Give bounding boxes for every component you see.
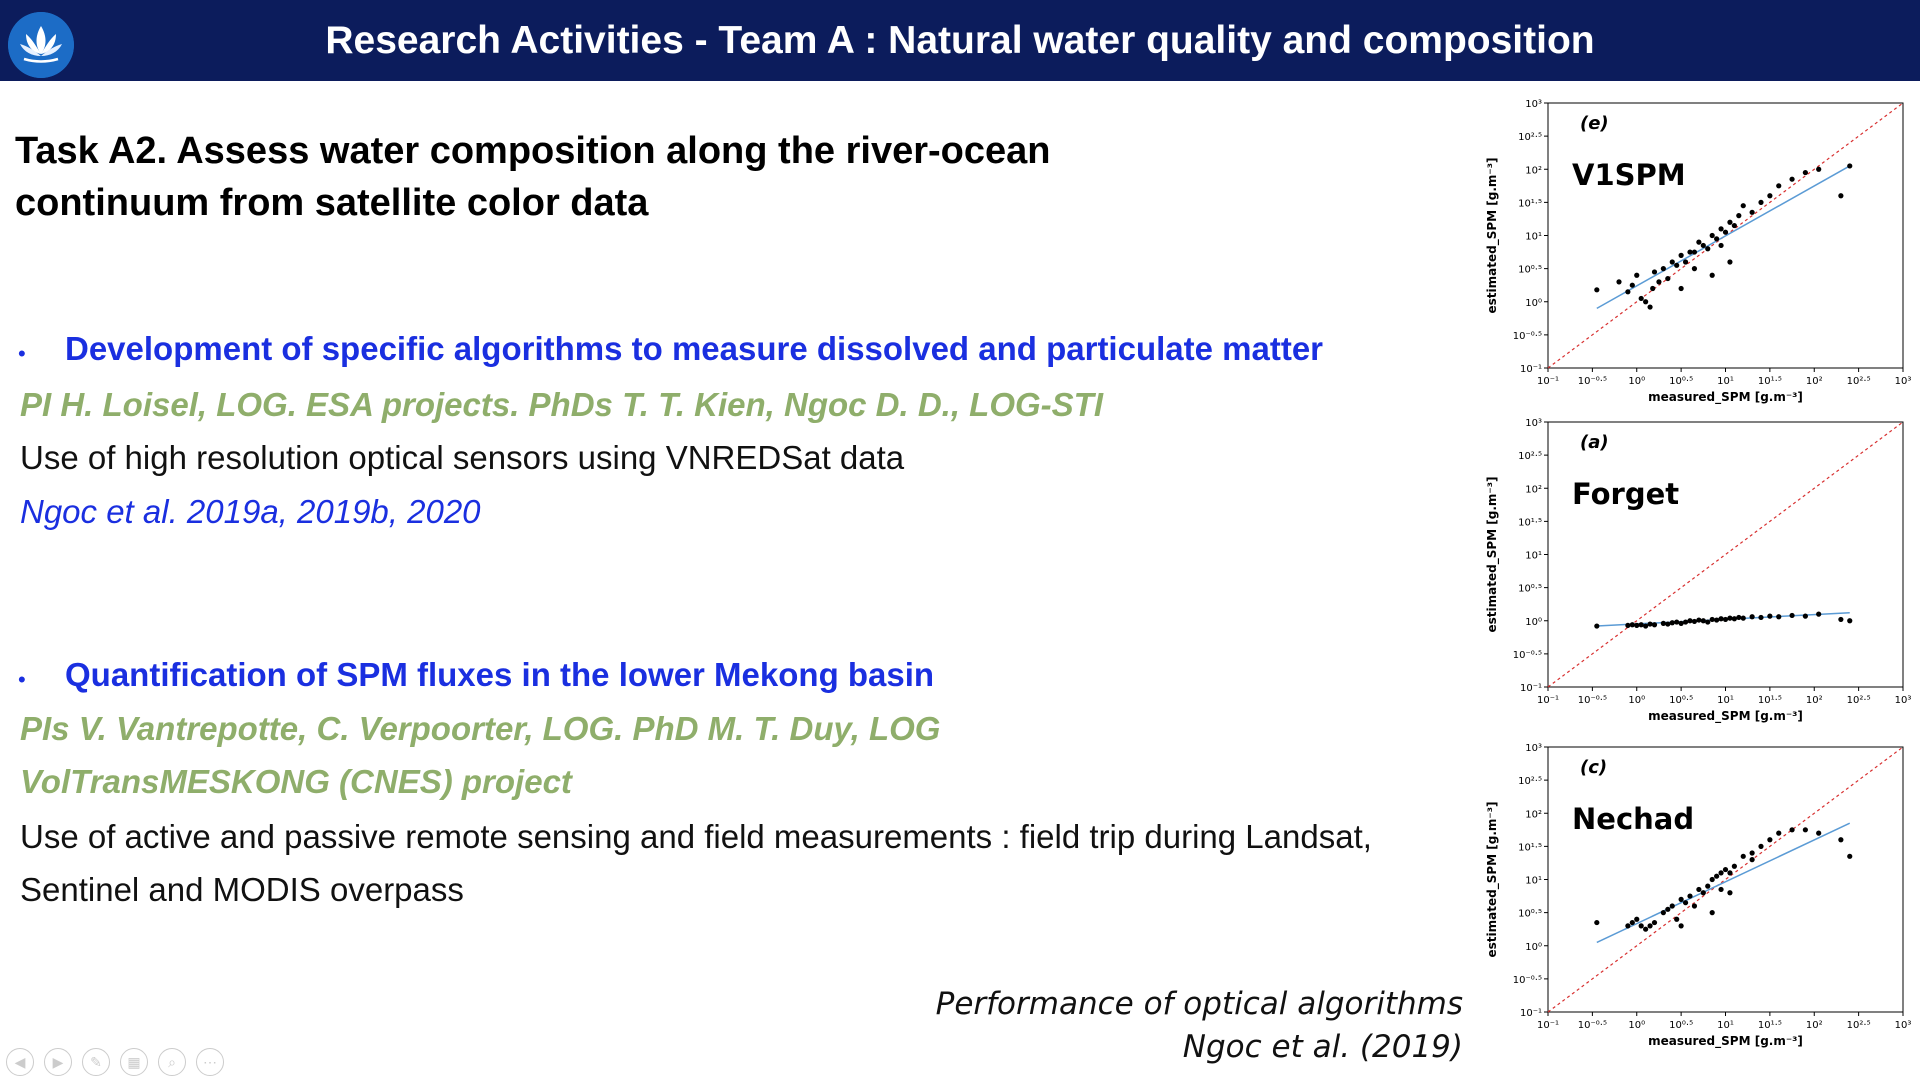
data-point [1750, 614, 1755, 619]
x-axis-label: measured_SPM [g.m⁻³] [1648, 390, 1803, 404]
data-point [1643, 927, 1648, 932]
data-point [1714, 874, 1719, 879]
x-tick-label: 10⁻¹ [1536, 1020, 1560, 1031]
x-tick-label: 10⁰ [1628, 376, 1646, 387]
y-tick-label: 10⁰ [1525, 941, 1542, 953]
data-point [1718, 616, 1723, 621]
y-tick-label: 10⁻¹ [1519, 683, 1542, 694]
x-tick-label: 10¹ [1717, 695, 1734, 706]
y-tick-label: 10⁻⁰·⁵ [1512, 974, 1542, 986]
data-point [1639, 923, 1644, 928]
next-icon[interactable]: ▶ [44, 1048, 72, 1076]
data-point [1639, 622, 1644, 627]
data-point [1674, 619, 1679, 624]
data-point [1736, 213, 1741, 218]
data-point [1741, 203, 1746, 208]
scatter-plot-nechad [1478, 737, 1920, 1057]
data-point [1630, 283, 1635, 288]
prev-icon[interactable]: ◀ [6, 1048, 34, 1076]
section2-heading: Quantification of SPM fluxes in the lower Mekong basin [65, 656, 935, 693]
y-tick-label: 10¹·⁵ [1518, 198, 1542, 210]
algorithm-label: V1SPM [1572, 158, 1686, 192]
y-tick-label: 10¹ [1525, 231, 1542, 243]
data-point [1750, 210, 1755, 215]
data-point [1701, 890, 1706, 895]
y-tick-label: 10⁻⁰·⁵ [1512, 330, 1542, 342]
x-tick-label: 10²·⁵ [1846, 1020, 1871, 1031]
data-point [1714, 236, 1719, 241]
data-point [1683, 259, 1688, 264]
x-axis-label: measured_SPM [g.m⁻³] [1648, 1034, 1803, 1048]
section1-text: Use of high resolution optical sensors using VNREDSat data [20, 439, 905, 476]
x-axis-label: measured_SPM [g.m⁻³] [1648, 709, 1803, 723]
data-point [1661, 266, 1666, 271]
data-point [1639, 296, 1644, 301]
data-point [1789, 613, 1794, 618]
data-point [1594, 920, 1599, 925]
data-point [1847, 163, 1852, 168]
x-tick-label: 10⁰·⁵ [1669, 1020, 1694, 1031]
section1-refs[interactable]: Ngoc et al. 2019a, 2019b, 2020 [20, 493, 481, 530]
data-point [1705, 884, 1710, 889]
scatter-plot-forget-svg [1478, 412, 1920, 732]
data-point [1723, 867, 1728, 872]
data-point [1701, 618, 1706, 623]
data-point [1696, 240, 1701, 245]
y-tick-label: 10⁰·⁵ [1518, 908, 1542, 920]
data-point [1679, 253, 1684, 258]
x-tick-label: 10⁻¹ [1536, 695, 1560, 706]
data-point [1652, 622, 1657, 627]
x-tick-label: 10⁻⁰·⁵ [1577, 695, 1607, 706]
y-tick-label: 10⁰ [1525, 297, 1542, 309]
x-tick-label: 10¹ [1717, 1020, 1734, 1031]
data-point [1723, 617, 1728, 622]
data-point [1723, 230, 1728, 235]
data-point [1803, 827, 1808, 832]
x-tick-label: 10²·⁵ [1846, 695, 1871, 706]
x-tick-label: 10¹·⁵ [1757, 695, 1782, 706]
data-point [1727, 616, 1732, 621]
data-point [1643, 623, 1648, 628]
data-point [1679, 897, 1684, 902]
data-point [1803, 170, 1808, 175]
data-point [1594, 623, 1599, 628]
data-point [1736, 615, 1741, 620]
data-point [1679, 923, 1684, 928]
data-point [1674, 263, 1679, 268]
caption-line1: Performance of optical algorithms [935, 986, 1463, 1022]
data-point [1741, 854, 1746, 859]
section2-text-line1: Use of active and passive remote sensing and field measurements : field trip during Landsat, [20, 818, 1372, 855]
zoom-icon[interactable]: ⌕ [158, 1048, 186, 1076]
data-point [1838, 193, 1843, 198]
data-point [1727, 220, 1732, 225]
data-point [1625, 289, 1630, 294]
data-point [1732, 864, 1737, 869]
y-tick-label: 10²·⁵ [1518, 451, 1542, 463]
section2-text-line2: Sentinel and MODIS overpass [20, 871, 464, 908]
data-point [1701, 243, 1706, 248]
data-point [1683, 619, 1688, 624]
slide-title: Research Activities - Team A : Natural water quality and composition [325, 19, 1595, 62]
y-tick-label: 10²·⁵ [1518, 132, 1542, 144]
data-point [1741, 616, 1746, 621]
y-tick-label: 10⁰·⁵ [1518, 264, 1542, 276]
data-point [1650, 286, 1655, 291]
data-point [1661, 621, 1666, 626]
y-tick-label: 10⁻⁰·⁵ [1512, 649, 1542, 661]
data-point [1679, 621, 1684, 626]
data-point [1665, 907, 1670, 912]
data-point [1718, 870, 1723, 875]
data-point [1616, 279, 1621, 284]
y-tick-label: 10⁰ [1525, 616, 1542, 628]
x-tick-label: 10⁻⁰·⁵ [1577, 1020, 1607, 1031]
data-point [1816, 612, 1821, 617]
scatter-plot-v1spm [1478, 93, 1920, 413]
data-point [1661, 910, 1666, 915]
scatter-plot-nechad-svg [1478, 737, 1920, 1057]
data-point [1647, 304, 1652, 309]
pen-icon[interactable]: ✎ [82, 1048, 110, 1076]
data-point [1634, 623, 1639, 628]
data-point [1758, 200, 1763, 205]
section2-project: VolTransMESKONG (CNES) project [20, 763, 572, 800]
y-tick-label: 10³ [1525, 743, 1542, 754]
data-point [1647, 923, 1652, 928]
data-point [1634, 917, 1639, 922]
section1-heading: Development of specific algorithms to measure dissolved and particulate matter [65, 330, 1324, 367]
data-point [1687, 249, 1692, 254]
data-point [1750, 850, 1755, 855]
data-point [1732, 223, 1737, 228]
data-point [1643, 299, 1648, 304]
data-point [1718, 226, 1723, 231]
data-point [1710, 910, 1715, 915]
data-point [1705, 246, 1710, 251]
section1-pis: PI H. Loisel, LOG. ESA projects. PhDs T. T. Kien, Ngoc D. D., LOG-STI [20, 386, 1104, 423]
data-point [1767, 837, 1772, 842]
x-tick-label: 10¹·⁵ [1757, 376, 1782, 387]
data-point [1705, 619, 1710, 624]
data-point [1838, 617, 1843, 622]
data-point [1767, 614, 1772, 619]
y-axis-label: estimated_SPM [g.m⁻³] [1485, 157, 1499, 314]
y-tick-label: 10⁻¹ [1519, 1008, 1542, 1019]
y-axis-label: estimated_SPM [g.m⁻³] [1485, 476, 1499, 633]
data-point [1816, 167, 1821, 172]
scatter-plot-forget [1478, 412, 1920, 732]
y-tick-label: 10⁻¹ [1519, 364, 1542, 375]
caption-line2: Ngoc et al. (2019) [1182, 1029, 1463, 1065]
algorithm-label: Nechad [1572, 802, 1695, 836]
data-point [1710, 233, 1715, 238]
bullet-marker: • [18, 667, 26, 692]
slides-icon[interactable]: ▦ [120, 1048, 148, 1076]
data-point [1776, 614, 1781, 619]
x-tick-label: 10² [1805, 695, 1823, 706]
data-point [1847, 854, 1852, 859]
y-tick-label: 10¹·⁵ [1518, 517, 1542, 529]
data-point [1692, 903, 1697, 908]
data-point [1634, 273, 1639, 278]
data-point [1652, 269, 1657, 274]
x-tick-label: 10⁰·⁵ [1669, 376, 1694, 387]
y-tick-label: 10² [1525, 809, 1542, 821]
more-icon[interactable]: ⋯ [196, 1048, 224, 1076]
data-point [1665, 621, 1670, 626]
data-point [1803, 614, 1808, 619]
data-point [1710, 877, 1715, 882]
data-point [1692, 266, 1697, 271]
y-tick-label: 10² [1525, 165, 1542, 177]
x-tick-label: 10⁰ [1628, 695, 1646, 706]
x-tick-label: 10⁰ [1628, 1020, 1646, 1031]
data-point [1696, 617, 1701, 622]
data-point [1838, 837, 1843, 842]
data-point [1732, 616, 1737, 621]
data-point [1758, 615, 1763, 620]
x-tick-label: 10² [1805, 376, 1823, 387]
data-point [1630, 622, 1635, 627]
data-point [1718, 243, 1723, 248]
y-tick-label: 10³ [1525, 418, 1542, 429]
data-point [1776, 183, 1781, 188]
lotus-logo [8, 12, 74, 78]
task-title-line2: continuum from satellite color data [15, 182, 649, 224]
x-tick-label: 10⁻¹ [1536, 376, 1560, 387]
data-point [1710, 617, 1715, 622]
data-point [1776, 831, 1781, 836]
data-point [1594, 287, 1599, 292]
data-point [1656, 279, 1661, 284]
data-point [1727, 259, 1732, 264]
data-point [1674, 917, 1679, 922]
task-title [15, 125, 1195, 229]
y-tick-label: 10¹·⁵ [1518, 842, 1542, 854]
data-point [1696, 887, 1701, 892]
data-point [1816, 831, 1821, 836]
data-point [1727, 870, 1732, 875]
data-point [1692, 249, 1697, 254]
data-point [1630, 920, 1635, 925]
data-point [1710, 273, 1715, 278]
y-tick-label: 10² [1525, 484, 1542, 496]
data-point [1789, 177, 1794, 182]
x-tick-label: 10⁰·⁵ [1669, 695, 1694, 706]
data-point [1625, 923, 1630, 928]
data-point [1687, 893, 1692, 898]
data-point [1625, 623, 1630, 628]
bullet-marker: • [18, 341, 26, 366]
algorithm-label: Forget [1572, 477, 1680, 511]
y-tick-label: 10²·⁵ [1518, 776, 1542, 788]
data-point [1789, 827, 1794, 832]
data-point [1652, 920, 1657, 925]
x-tick-label: 10⁻⁰·⁵ [1577, 376, 1607, 387]
data-point [1727, 890, 1732, 895]
y-tick-label: 10¹ [1525, 550, 1542, 562]
scatter-plot-v1spm-svg [1478, 93, 1920, 413]
data-point [1683, 900, 1688, 905]
section2-pis: PIs V. Vantrepotte, C. Verpoorter, LOG. PhD M. T. Duy, LOG [20, 710, 941, 747]
data-point [1714, 617, 1719, 622]
y-tick-label: 10⁰·⁵ [1518, 583, 1542, 595]
title-bar [0, 0, 1920, 81]
x-tick-label: 10³ [1894, 1020, 1912, 1031]
y-axis-label: estimated_SPM [g.m⁻³] [1485, 801, 1499, 958]
data-point [1670, 903, 1675, 908]
x-tick-label: 10³ [1894, 695, 1912, 706]
data-point [1670, 620, 1675, 625]
y-tick-label: 10¹ [1525, 875, 1542, 887]
panel-label: (c) [1580, 757, 1608, 778]
data-point [1679, 286, 1684, 291]
data-point [1670, 259, 1675, 264]
x-tick-label: 10² [1805, 1020, 1823, 1031]
data-point [1758, 844, 1763, 849]
panel-label: (a) [1580, 432, 1609, 453]
data-point [1665, 276, 1670, 281]
x-tick-label: 10¹·⁵ [1757, 1020, 1782, 1031]
panel-label: (e) [1580, 113, 1609, 134]
data-point [1718, 887, 1723, 892]
data-point [1750, 857, 1755, 862]
data-point [1687, 618, 1692, 623]
data-point [1847, 618, 1852, 623]
data-point [1647, 621, 1652, 626]
data-point [1767, 193, 1772, 198]
x-tick-label: 10²·⁵ [1846, 376, 1871, 387]
x-tick-label: 10³ [1894, 376, 1912, 387]
task-title-line1: Task A2. Assess water composition along the river-ocean [15, 130, 1051, 172]
data-point [1692, 619, 1697, 624]
x-tick-label: 10¹ [1717, 376, 1734, 387]
y-tick-label: 10³ [1525, 99, 1542, 110]
